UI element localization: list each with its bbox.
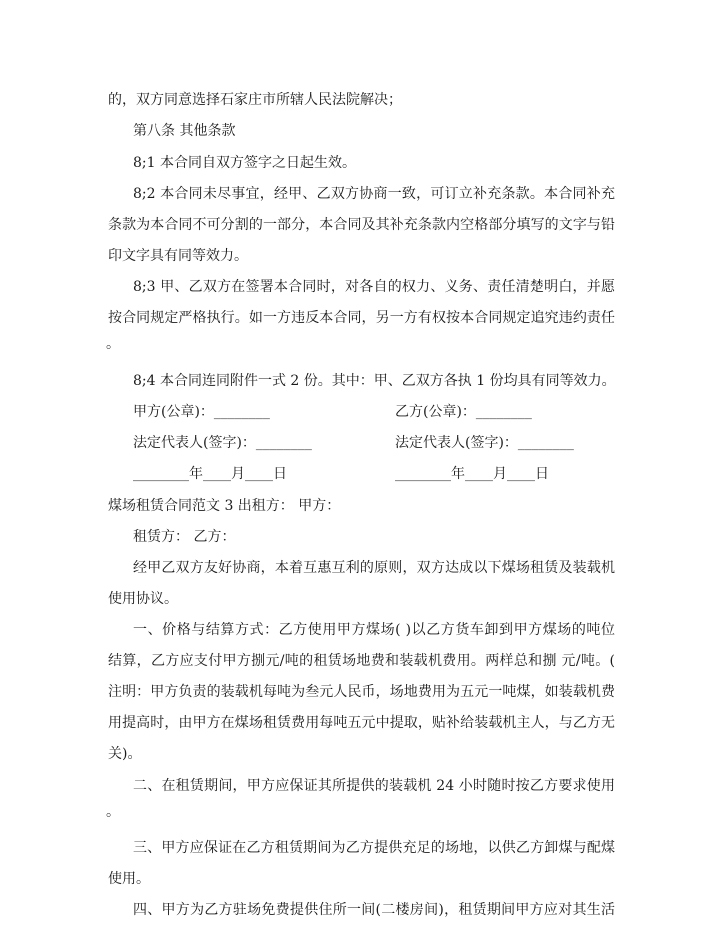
party-b-seal: 乙方(公章)：________ — [395, 404, 532, 420]
text-line: 。 — [106, 336, 120, 352]
text-line: 条款为本合同不可分割的一部分，本合同及其补充条款内空格部分填写的文字与铅 — [108, 217, 615, 233]
text-line: 二、在租赁期间，甲方应保证其所提供的装载机 24 小时随时按乙方要求使用 — [133, 778, 615, 794]
text-line: 使用协议。 — [108, 591, 178, 607]
party-b-date: ________年____月____日 — [395, 466, 549, 482]
text-line: 8;3 甲、乙双方在签署本合同时，对各自的权力、义务、责任清楚明白，并愿 — [133, 279, 615, 295]
text-line: 8;4 本合同连同附件一式 2 份。其中：甲、乙双方各执 1 份均具有同等效力。 — [133, 373, 616, 389]
text-line: 。 — [106, 804, 120, 820]
text-line: 关)。 — [108, 746, 142, 762]
section-heading: 第八条 其他条款 — [133, 123, 236, 139]
text-line: 印文字具有同等效力。 — [108, 248, 248, 264]
party-a-seal: 甲方(公章)：________ — [133, 404, 270, 420]
text-line: 三、甲方应保证在乙方租赁期间为乙方提供充足的场地，以供乙方卸煤与配煤 — [133, 840, 615, 856]
text-line: 一、价格与结算方式：乙方使用甲方煤场( )以乙方货车卸到甲方煤场的吨位 — [133, 622, 615, 638]
text-line: 四、甲方为乙方驻场免费提供住所一间(二楼房间)，租赁期间甲方应对其生活 — [133, 902, 615, 918]
text-line: 注明：甲方负责的装载机每吨为叁元人民币，场地费用为五元一吨煤，如装载机费 — [108, 684, 615, 700]
text-line: 按合同规定严格执行。如一方违反本合同，另一方有权按本合同规定追究违约责任 — [108, 310, 615, 326]
text-line: 租赁方： 乙方： — [133, 529, 236, 545]
document-title: 煤场租赁合同范文 3 出租方： 甲方： — [108, 498, 341, 514]
text-line: 8;2 本合同未尽事宜，经甲、乙双方协商一致，可订立补充条款。本合同补充 — [133, 186, 615, 202]
text-line: 用提高时，由甲方在煤场租赁费用每吨五元中提取，贴补给装载机主人，与乙方无 — [108, 715, 615, 731]
text-line: 的，双方同意选择石家庄市所辖人民法院解决； — [108, 92, 402, 108]
text-line: 使用。 — [108, 871, 150, 887]
party-a-date: ________年____月____日 — [133, 466, 287, 482]
text-line: 结算，乙方应支付甲方捌元/吨的租赁场地费和装载机费用。两样总和捌 元/吨。( — [108, 653, 615, 669]
party-a-representative: 法定代表人(签字)：________ — [133, 435, 312, 451]
text-line: 经甲乙双方友好协商，本着互惠互利的原则，双方达成以下煤场租赁及装载机 — [133, 560, 615, 576]
party-b-representative: 法定代表人(签字)：________ — [395, 435, 574, 451]
text-line: 8;1 本合同自双方签字之日起生效。 — [133, 155, 356, 171]
